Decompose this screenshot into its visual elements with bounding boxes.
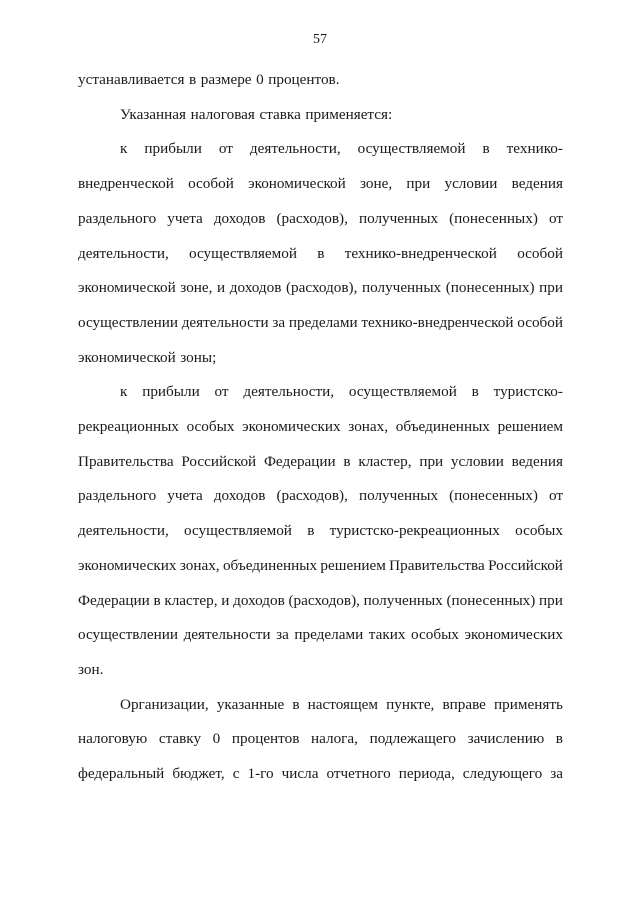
text-line: Правительства Российской Федерации в кластер, при условии ведения xyxy=(78,452,563,470)
text-line: раздельного учета доходов (расходов), полученных (понесенных) от xyxy=(78,487,563,505)
text-line: федеральный бюджет, с 1-го числа отчетного периода, следующего за xyxy=(78,765,563,782)
text-line: рекреационных особых экономических зонах, объединенных решением xyxy=(78,418,563,435)
text-line: Указанная налоговая ставка применяется: xyxy=(120,105,393,123)
text-line: устанавливается в размере 0 процентов. xyxy=(78,71,340,88)
page-number: 57 xyxy=(313,32,327,47)
text-line: налоговую ставку 0 процентов налога, подлежащего зачислению в xyxy=(78,730,563,748)
text-line: зон. xyxy=(78,660,104,678)
text-line: к прибыли от деятельности, осуществляемой в технико- xyxy=(120,140,563,158)
text-line: экономических зонах, объединенных решением Правительства Российской xyxy=(78,556,563,574)
text-line: экономической зоне, и доходов (расходов), полученных (понесенных) при xyxy=(78,279,563,297)
text-line: осуществлении деятельности за пределами технико-внедренческой особой xyxy=(78,313,563,331)
text-line: внедренческой особой экономической зоне, при условии ведения xyxy=(78,175,563,193)
text-line: деятельности, осуществляемой в технико-внедренческой особой xyxy=(78,244,563,262)
text-line: Организации, указанные в настоящем пункте, вправе применять xyxy=(120,695,563,713)
text-line: осуществлении деятельности за пределами таких особых экономических xyxy=(78,626,563,644)
text-line: Федерации в кластер, и доходов (расходов), полученных (понесенных) при xyxy=(78,591,563,609)
text-line: к прибыли от деятельности, осуществляемой в туристско- xyxy=(120,383,563,401)
text-line: экономической зоны; xyxy=(78,348,217,366)
text-line: деятельности, осуществляемой в туристско-рекреационных особых xyxy=(78,522,563,540)
text-line: раздельного учета доходов (расходов), полученных (понесенных) от xyxy=(78,209,563,227)
